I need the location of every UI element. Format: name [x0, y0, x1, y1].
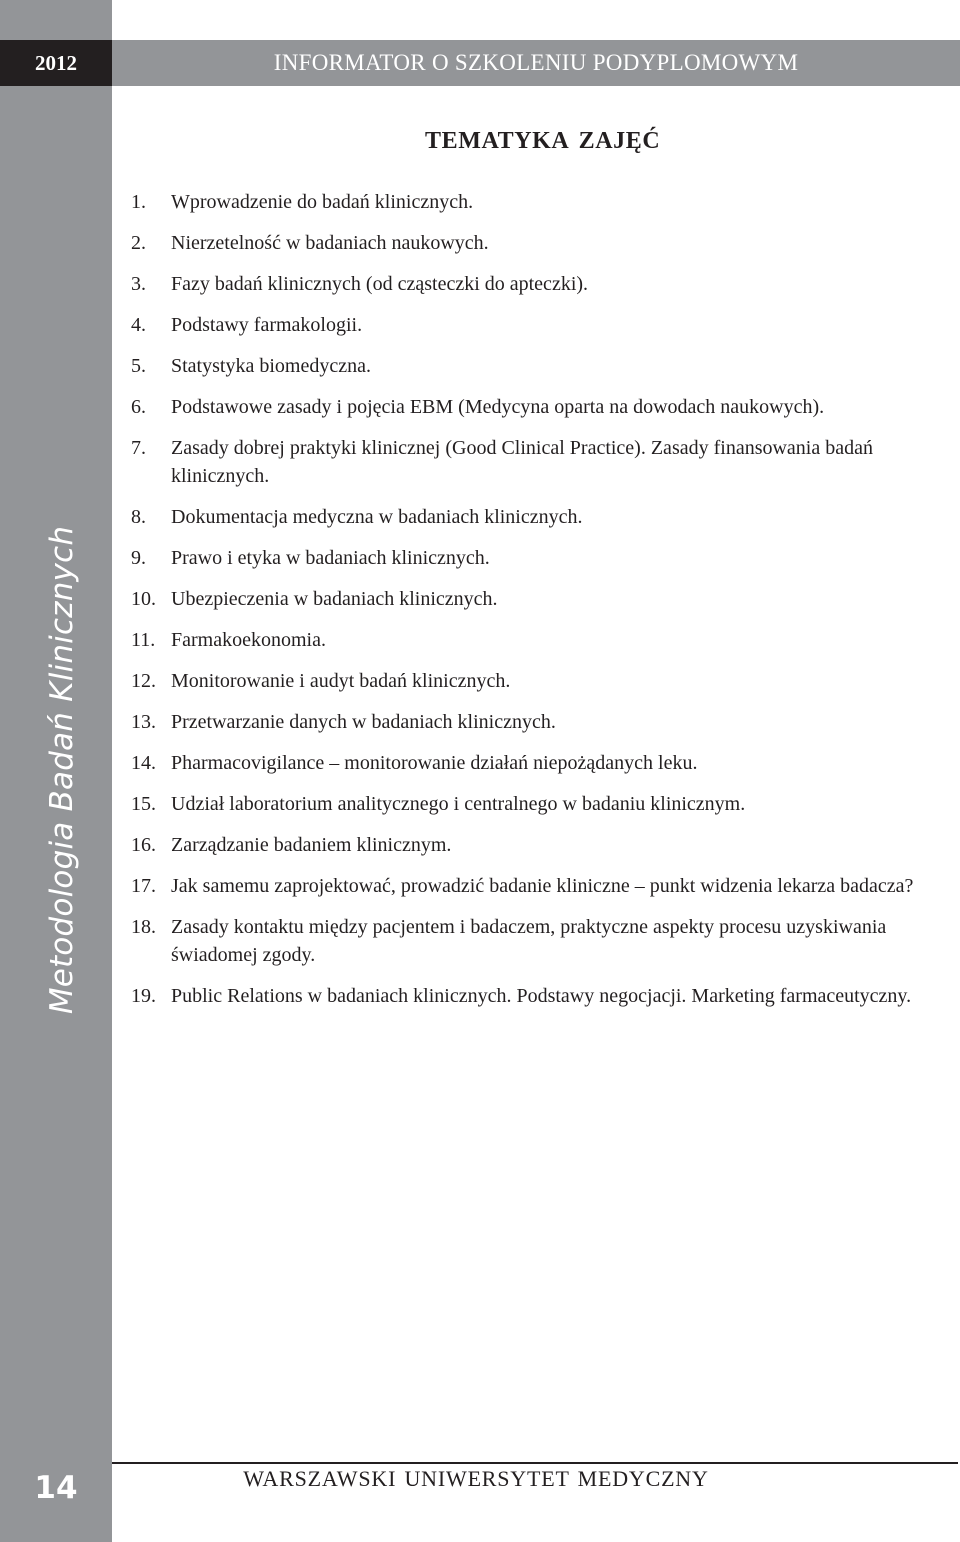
item-number: 16.: [131, 834, 156, 856]
item-text: Public Relations w badaniach klinicznych. Podstawy negocjacji. Marketing farmaceutyczny.: [171, 985, 912, 1007]
topic-list: [127, 188, 937, 1023]
item-text: Fazy badań klinicznych (od cząsteczki do apteczki).: [171, 273, 589, 295]
item-number: 11.: [131, 629, 156, 651]
item-number: 3.: [131, 273, 146, 295]
item-text: Pharmacovigilance – monitorowanie działań niepożądanych leku.: [171, 752, 698, 774]
section-title: TEMATYKA ZAJĘĆ: [425, 128, 661, 154]
list-item: [127, 544, 937, 572]
list-item: [127, 270, 937, 298]
list-item: [127, 434, 937, 490]
list-item: [127, 831, 937, 859]
item-number: 1.: [131, 191, 146, 213]
list-item: [127, 667, 937, 695]
item-text: Zasady kontaktu między pacjentem i badaczem, praktyczne aspekty procesu uzyskiwania świadomej zgody.: [171, 916, 887, 966]
item-text: Prawo i etyka w badaniach klinicznych.: [171, 547, 490, 569]
item-text: Podstawowe zasady i pojęcia EBM (Medycyna oparta na dowodach naukowych).: [171, 396, 825, 418]
item-number: 15.: [131, 793, 156, 815]
footer-divider: [112, 1462, 958, 1464]
item-text: Dokumentacja medyczna w badaniach klinicznych.: [171, 506, 583, 528]
item-text: Zarządzanie badaniem klinicznym.: [171, 834, 452, 856]
item-text: Ubezpieczenia w badaniach klinicznych.: [171, 588, 498, 610]
list-item: [127, 749, 937, 777]
list-item: [127, 790, 937, 818]
list-item: [127, 393, 937, 421]
list-item: [127, 503, 937, 531]
item-number: 6.: [131, 396, 146, 418]
list-item: [127, 188, 937, 216]
list-item: [127, 352, 937, 380]
header-year: 2012: [0, 40, 112, 86]
page-number: 14: [34, 1470, 78, 1506]
item-number: 17.: [131, 875, 156, 897]
item-text: Podstawy farmakologii.: [171, 314, 363, 336]
item-text: Wprowadzenie do badań klinicznych.: [171, 191, 474, 213]
item-text: Jak samemu zaprojektować, prowadzić badanie kliniczne – punkt widzenia lekarza badacza?: [171, 875, 914, 897]
item-text: Zasady dobrej praktyki klinicznej (Good Clinical Practice). Zasady finansowania badań klinicznych.: [171, 437, 873, 487]
list-item: [127, 913, 937, 969]
item-number: 2.: [131, 232, 146, 254]
item-number: 7.: [131, 437, 146, 459]
header-title: INFORMATOR O SZKOLENIU PODYPLOMOWYM: [112, 40, 960, 86]
item-text: Udział laboratorium analitycznego i centralnego w badaniu klinicznym.: [171, 793, 746, 815]
sidebar-title: Metodologia Badań Klinicznych: [44, 525, 80, 1015]
list-item: [127, 708, 937, 736]
item-number: 19.: [131, 985, 156, 1007]
item-text: Farmakoekonomia.: [171, 629, 326, 651]
item-number: 13.: [131, 711, 156, 733]
item-number: 10.: [131, 588, 156, 610]
item-number: 5.: [131, 355, 146, 377]
sidebar: [0, 0, 112, 1542]
item-number: 12.: [131, 670, 156, 692]
list-item: [127, 982, 937, 1010]
item-text: Monitorowanie i audyt badań klinicznych.: [171, 670, 511, 692]
list-item: [127, 229, 937, 257]
item-number: 14.: [131, 752, 156, 774]
list-item: [127, 585, 937, 613]
item-text: Przetwarzanie danych w badaniach klinicznych.: [171, 711, 556, 733]
list-item: [127, 872, 937, 900]
list-item: [127, 311, 937, 339]
item-number: 4.: [131, 314, 146, 336]
item-number: 9.: [131, 547, 146, 569]
item-text: Statystyka biomedyczna.: [171, 355, 371, 377]
item-text: Nierzetelność w badaniach naukowych.: [171, 232, 489, 254]
list-item: [127, 626, 937, 654]
item-number: 18.: [131, 916, 156, 938]
item-number: 8.: [131, 506, 146, 528]
footer-publisher: WARSZAWSKI UNIWERSYTET MEDYCZNY: [243, 1466, 709, 1491]
